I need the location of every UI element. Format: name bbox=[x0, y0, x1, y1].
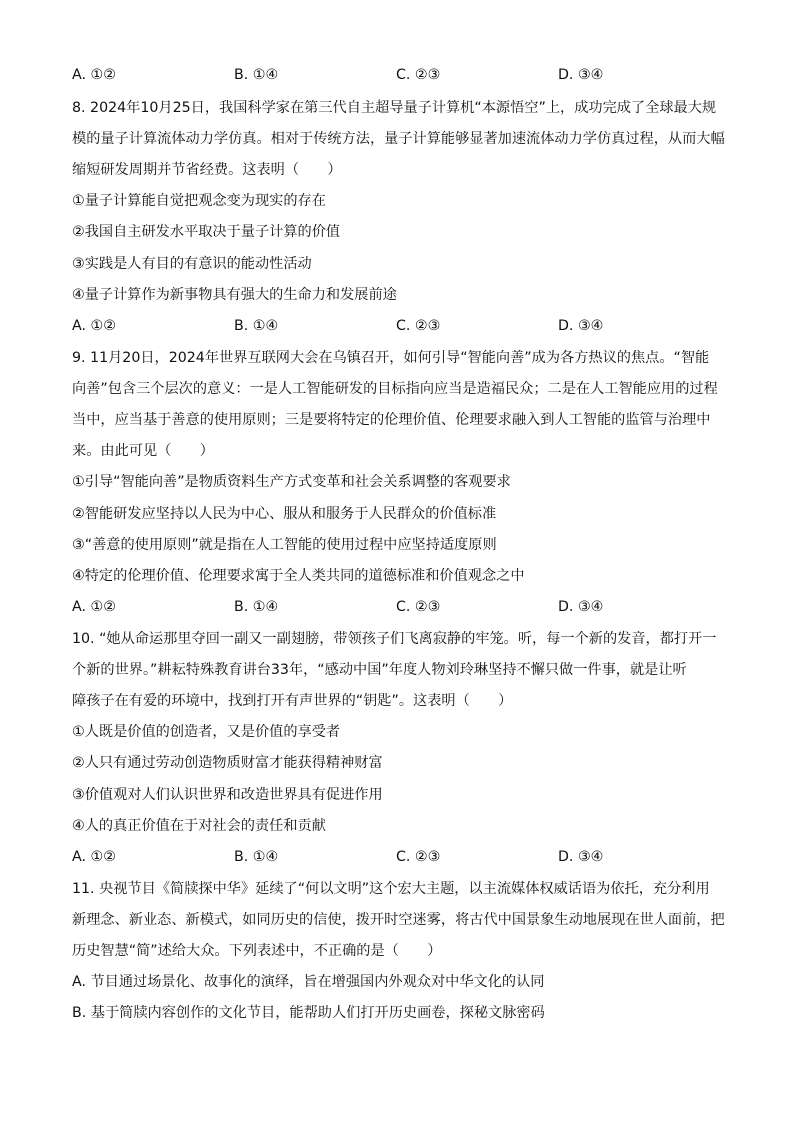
q9-option-b: B. ①④ bbox=[234, 599, 279, 615]
q9-stem-line-1: 9. 11月20日，2024年世界互联网大会在乌镇召开，如何引导“智能向善”成为各方热议的焦点。“智能 bbox=[72, 350, 710, 366]
q11-choice-b: B. 基于简牍内容创作的文化节目，能帮助人们打开历史画卷，探秘文脉密码 bbox=[72, 1005, 545, 1021]
q9-option-d: D. ③④ bbox=[558, 599, 604, 615]
q8-option-c: C. ②③ bbox=[396, 318, 441, 334]
q9-statement-3: ③“善意的使用原则”就是指在人工智能的使用过程中应坚持适度原则 bbox=[72, 537, 497, 553]
q10-statement-2: ②人只有通过劳动创造物质财富才能获得精神财富 bbox=[72, 755, 383, 771]
q8-statement-4: ④量子计算作为新事物具有强大的生命力和发展前途 bbox=[72, 287, 397, 303]
q11-choice-a: A. 节目通过场景化、故事化的演绎，旨在增强国内外观众对中华文化的认同 bbox=[72, 974, 545, 990]
q9-stem-line-2: 向善”包含三个层次的意义：一是人工智能研发的目标指向应当是造福民众；二是在人工智能应用的过程 bbox=[72, 381, 718, 397]
q9-option-a: A. ①② bbox=[72, 599, 116, 615]
q9-options bbox=[72, 597, 722, 617]
q8-stem-line-2: 模的量子计算流体动力学仿真。相对于传统方法，量子计算能够显著加速流体动力学仿真过程，从而大幅 bbox=[72, 131, 725, 147]
q8-option-d: D. ③④ bbox=[558, 318, 604, 334]
q8-statement-1: ①量子计算能自觉把观念变为现实的存在 bbox=[72, 193, 326, 209]
q9-stem-line-4: 来。由此可见（ ） bbox=[72, 443, 214, 459]
q7-options bbox=[72, 65, 722, 85]
q8-option-a: A. ①② bbox=[72, 318, 116, 334]
q10-option-b: B. ①④ bbox=[234, 849, 279, 865]
q8-statement-3: ③实践是人有目的有意识的能动性活动 bbox=[72, 256, 312, 272]
q10-stem-line-3: 障孩子在有爱的环境中，找到打开有声世界的“钥匙”。这表明（ ） bbox=[72, 693, 513, 709]
q10-options bbox=[72, 847, 722, 867]
q10-statement-1: ①人既是价值的创造者，又是价值的享受者 bbox=[72, 724, 341, 740]
q10-option-a: A. ①② bbox=[72, 849, 116, 865]
q8-stem-line-3: 缩短研发周期并节省经费。这表明（ ） bbox=[72, 162, 342, 178]
q10-option-d: D. ③④ bbox=[558, 849, 604, 865]
q8-statement-2: ②我国自主研发水平取决于量子计算的价值 bbox=[72, 224, 341, 240]
q11-stem-line-1: 11. 央视节目《简牍探中华》延续了“何以文明”这个宏大主题，以主流媒体权威话语为依托，充分利用 bbox=[72, 881, 710, 897]
q10-statement-4: ④人的真正价值在于对社会的责任和贡献 bbox=[72, 818, 326, 834]
q10-stem-line-2: 个新的世界。”耕耘特殊教育讲台33年，“感动中国”年度人物刘玲琳坚持不懈只做一件事，就是让听 bbox=[72, 662, 687, 678]
q11-stem-line-3: 历史智慧“简”述给大众。下列表述中，不正确的是（ ） bbox=[72, 943, 442, 959]
q10-option-c: C. ②③ bbox=[396, 849, 441, 865]
q9-option-c: C. ②③ bbox=[396, 599, 441, 615]
q9-statement-2: ②智能研发应坚持以人民为中心、服从和服务于人民群众的价值标准 bbox=[72, 506, 497, 522]
q8-option-b: B. ①④ bbox=[234, 318, 279, 334]
q7-option-d: D. ③④ bbox=[558, 67, 604, 83]
q10-statement-3: ③价值观对人们认识世界和改造世界具有促进作用 bbox=[72, 787, 383, 803]
q8-options bbox=[72, 316, 722, 336]
q7-option-b: B. ①④ bbox=[234, 67, 279, 83]
q9-stem-line-3: 当中，应当基于善意的使用原则；三是要将特定的伦理价值、伦理要求融入到人工智能的监管与治理中 bbox=[72, 412, 711, 428]
q9-statement-1: ①引导“智能向善”是物质资料生产方式变革和社会关系调整的客观要求 bbox=[72, 474, 511, 490]
q7-option-c: C. ②③ bbox=[396, 67, 441, 83]
q9-statement-4: ④特定的伦理价值、伦理要求寓于全人类共同的道德标准和价值观念之中 bbox=[72, 568, 525, 584]
q11-stem-line-2: 新理念、新业态、新模式，如同历史的信使，拨开时空迷雾，将古代中国景象生动地展现在世人面前，把 bbox=[72, 912, 725, 928]
q10-stem-line-1: 10. “她从命运那里夺回一副又一副翅膀，带领孩子们飞离寂静的牢笼。听，每一个新的发音，都打开一 bbox=[72, 631, 717, 647]
q7-option-a: A. ①② bbox=[72, 67, 116, 83]
q8-stem-line-1: 8. 2024年10月25日，我国科学家在第三代自主超导量子计算机“本源悟空”上，成功完成了全球最大规 bbox=[72, 100, 717, 116]
